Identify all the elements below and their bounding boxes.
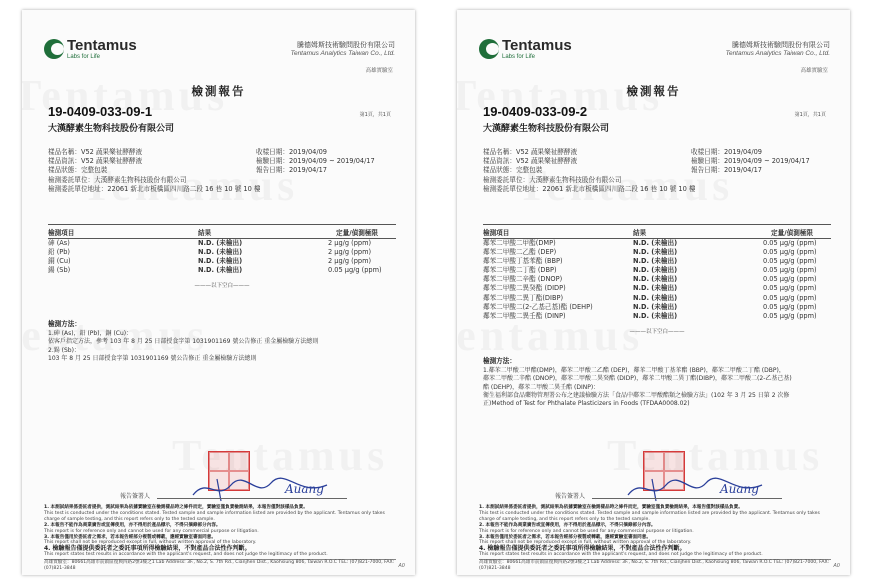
cell-limit: 0.05 μg/g (ppm) [763, 257, 817, 266]
footer-notes [479, 505, 831, 572]
info-right: 收樣日期：2019/04/09 [256, 148, 327, 156]
footer-line: This report states test results in accordance with the applicant's request, and does not judge the legitimacy of the product. [479, 552, 763, 558]
footer-notes [44, 505, 396, 572]
info-right: 報告日期：2019/04/17 [691, 166, 762, 175]
cell-item: 鄰苯二甲酸二異壬酯 (DINP) [483, 311, 566, 320]
cell-limit: 0.05 μg/g (ppm) [763, 293, 817, 302]
lab-name: 高雄實驗室 [800, 68, 828, 74]
cell-result: N.D. (未檢出) [633, 239, 678, 247]
info-left: 樣品狀態：完整包裝 [483, 166, 543, 175]
table-row [483, 257, 831, 266]
note-line: 103 年 8 月 25 日部授食字第 1031901169 號公告修正 重金屬檢驗方法總則 [48, 354, 257, 362]
signature-line [592, 498, 782, 499]
header-limit: 定量/偵測極限 [771, 229, 813, 237]
footer-line: This report is for reference only and cannot be used for any commercial purpose or litigation. [479, 528, 694, 534]
results-table [48, 224, 396, 289]
report-number: 19-0409-033-09-2 [483, 104, 588, 119]
lab-address: 高雄實驗室：80661高雄市前鎮區復興四路2號3樓之1 Lab Address: 3F., No.2, S. 7th Rd., Cianjhen Dist., Kaohsiung 806, Taiwan R.O.C TEL: (07)821-7000, FAX: (07)821-3848 [479, 560, 830, 572]
cell-limit: 0.05 μg/g (ppm) [763, 284, 817, 293]
header-item: 檢測項目 [483, 229, 510, 237]
info-left: 樣品名稱：V52 蔬果樂祉酵酵液 [483, 148, 578, 156]
footer-line: 1. 本測試結果係委託者提供，測試結果為依據實驗室在檢測樣品時之條件而定，實驗室僅負責檢測結果，本報告僅對該樣品負責。 [479, 505, 743, 510]
cell-result: N.D. (未檢出) [633, 248, 678, 257]
method-label: 檢測方法： [48, 320, 81, 328]
info-row [483, 157, 831, 166]
cell-item: 鄰苯二甲酸二甲酯(DMP) [483, 239, 556, 247]
cell-item: 鄰苯二甲酸二異癸酯 (DIDP) [483, 284, 566, 293]
header-limit: 定量/偵測極限 [336, 229, 378, 237]
cell-limit: 2 μg/g (ppm) [328, 239, 372, 247]
footer-line: This test is conducted under the conditions stated. Tested sample and sample information listed are provided by the applicant. Tentamus only takes charge of sample testing, and this report refers only to the tested sample. [479, 510, 820, 522]
cell-limit: 0.05 μg/g (ppm) [763, 302, 817, 311]
cell-limit: 2 μg/g (ppm) [328, 257, 372, 266]
page-number: 第1頁，共1頁 [359, 112, 391, 118]
method-notes [48, 330, 396, 363]
method-notes [483, 367, 831, 408]
table-row [483, 294, 831, 303]
lab-address: 高雄實驗室：80661高雄市前鎮區復興四路2號3樓之1 Lab Address: 3F., No.2, S. 7th Rd., Cianjhen Dist., Kaohsiung 806, Taiwan R.O.C TEL: (07)821-7000, FAX: (07)821-3848 [44, 560, 395, 572]
sample-info [483, 148, 831, 194]
footer-line: 2. 本報告不能作為商業廣告或宣傳使用，亦不得用於產品標示，不得只摘錄部分內容。 [479, 522, 656, 528]
cell-limit: 0.05 μg/g (ppm) [763, 311, 817, 320]
table-row [48, 239, 396, 248]
info-right: 檢驗日期：2019/04/09 ~ 2019/04/17 [256, 157, 375, 166]
company-name-en: Tentamus Analytics Taiwan Co., Ltd. [290, 49, 395, 57]
table-row [483, 303, 831, 312]
document-title: 檢測報告 [191, 84, 246, 98]
cell-result: N.D. (未檢出) [633, 293, 678, 302]
results-table [483, 224, 831, 335]
header-result: 結果 [633, 229, 647, 237]
cell-limit: 0.05 μg/g (ppm) [763, 239, 817, 247]
signature [622, 473, 772, 505]
table-row [483, 239, 831, 248]
info-left: 樣品資訊：V52 蔬果樂祉酵酵液 [483, 157, 578, 166]
footer-line: 4. 檢驗報告僅提供委託者之委託事項所得檢驗結果，不對產品合法性作判斷。 [479, 545, 686, 553]
cell-item: 砷 (As) [48, 239, 70, 247]
cell-item: 鄰苯二甲酸丁基苯酯 (BBP) [483, 257, 563, 266]
cell-result: N.D. (未檢出) [198, 266, 243, 275]
table-header [483, 224, 831, 239]
footer-line: This report is for reference only and cannot be used for any commercial purpose or litigation. [44, 528, 259, 534]
company-header [291, 41, 395, 58]
cell-limit: 0.05 μg/g (ppm) [763, 248, 817, 257]
table-row [48, 248, 396, 257]
cell-limit: 2 μg/g (ppm) [328, 248, 372, 257]
info-left: 檢測委託單位：大漢酵素生物科技股份有限公司 [48, 175, 187, 184]
document-title: 檢測報告 [626, 84, 681, 98]
cell-result: N.D. (未檢出) [633, 266, 678, 275]
signer-label: 報告簽署人 [555, 493, 586, 500]
sample-info [48, 148, 396, 194]
table-row [48, 266, 396, 275]
company-header [726, 41, 830, 58]
cell-limit: 0.05 μg/g (ppm) [763, 275, 817, 284]
note-line: 衛生福利部食品藥物管理署公布之建議檢驗方法「食品中鄰苯二甲酸酯類之檢驗方法」(102 年 3 月 25 日第 2 次修 [483, 391, 790, 399]
footer-line: This test is conducted under the conditions stated. Tested sample and sample information listed are provided by the applicant. Tentamus only takes charge of sample testing, and this report refers only to the tested sample. [44, 510, 385, 522]
cell-item: 銅 (Cu) [48, 257, 71, 266]
info-row [483, 185, 831, 194]
footer-line: 3. 本報告僅用於委託者之需求，若本報告經部分複製或轉載，應經實驗室書面同意。 [44, 534, 216, 540]
logo-icon [44, 39, 64, 59]
note-line: 1.砷 (As)，鉛 (Pb)，銅 (Cu)： [48, 330, 133, 337]
table-row [48, 257, 396, 266]
cell-item: 鄰苯二甲酸二異丁酯(DIBP) [483, 293, 564, 302]
page-number: 第1頁，共1頁 [794, 112, 826, 118]
note-line: 正)Method of Test for Phthalate Plasticizers in Foods (TFDAA0008.02) [483, 400, 690, 408]
cell-item: 錫 (Sb) [48, 266, 71, 275]
footer-line: 4. 檢驗報告僅提供委託者之委託事項所得檢驗結果，不對產品合法性作判斷。 [44, 545, 251, 553]
note-line: 2.錫 (Sb)： [48, 346, 80, 354]
company-logo [479, 38, 572, 60]
header-result: 結果 [198, 229, 212, 237]
report-page-1 [22, 10, 415, 575]
info-left: 檢測委託單位地址：22061 新北市板橋區四川路二段 16 巷 10 號 10 樓 [483, 184, 696, 193]
cell-item: 鄰苯二甲酸二丁酯 (DBP) [483, 266, 557, 275]
header-item: 檢測項目 [48, 229, 75, 237]
table-row [483, 312, 831, 321]
info-left: 檢測委託單位：大漢酵素生物科技股份有限公司 [483, 175, 622, 184]
info-right: 收樣日期：2019/04/09 [691, 148, 762, 156]
cell-result: N.D. (未檢出) [198, 257, 243, 266]
note-line: 鄰苯二甲酸二辛酯 (DNOP)，鄰苯二甲酸二異癸酯 (DIDP)，鄰苯二甲酸二異丁酯(DIBP)，鄰苯二甲酸二(2-乙基己基) [483, 375, 792, 383]
client-name: 大漢酵素生物科技股份有限公司 [483, 124, 610, 134]
info-right: 報告日期：2019/04/17 [256, 166, 327, 175]
cell-result: N.D. (未檢出) [633, 275, 678, 284]
method-label: 檢測方法： [483, 357, 516, 365]
cell-result: N.D. (未檢出) [198, 239, 243, 247]
info-row [483, 176, 831, 185]
footer-line: 3. 本報告僅用於委託者之需求，若本報告經部分複製或轉載，應經實驗室書面同意。 [479, 534, 651, 540]
logo-name: Tentamus [502, 37, 572, 54]
blank-marker: ———以下空白——— [194, 283, 250, 290]
info-row [483, 148, 831, 157]
footer-line: 1. 本測試結果係委託者提供，測試結果為依據實驗室在檢測樣品時之條件而定，實驗室僅負責檢測結果，本報告僅對該樣品負責。 [44, 505, 308, 510]
info-right: 檢驗日期：2019/04/09 ~ 2019/04/17 [691, 157, 810, 166]
logo-tagline: Labs for Life [67, 54, 101, 60]
note-line: 依客戶指定方法，參考 103 年 8 月 25 日部授食字第 1031901169 號公告修正 重金屬檢驗方法總則 [48, 338, 319, 346]
info-left: 樣品資訊：V52 蔬果樂祉酵酵液 [48, 157, 143, 166]
cell-result: N.D. (未檢出) [633, 302, 678, 311]
cell-result: N.D. (未檢出) [633, 311, 678, 320]
note-line: 酯 (DEHP)，鄰苯二甲酸二異壬酯 (DINP)： [483, 383, 600, 391]
table-row [483, 284, 831, 293]
page-mark: A0 [833, 563, 840, 569]
logo-icon [479, 39, 499, 59]
table-header [48, 224, 396, 239]
cell-result: N.D. (未檢出) [198, 248, 243, 257]
logo-tagline: Labs for Life [502, 54, 536, 60]
footer-line: This report shall not be reproduced except in full, without written approval of the laboratory. [44, 540, 257, 546]
info-row [48, 166, 396, 175]
cell-item: 鄰苯二甲酸二辛酯 (DNOP) [483, 275, 563, 284]
report-page-2 [457, 10, 850, 575]
signature-text: Auang [720, 482, 759, 496]
table-row [483, 266, 831, 275]
logo-name: Tentamus [67, 37, 137, 54]
cell-result: N.D. (未檢出) [633, 284, 678, 293]
signature-line [157, 498, 347, 499]
signature-text: Auang [285, 482, 324, 496]
cell-limit: 0.05 μg/g (ppm) [328, 266, 382, 275]
cell-result: N.D. (未檢出) [633, 257, 678, 266]
info-left: 檢測委託單位地址：22061 新北市板橋區四川路二段 16 巷 10 號 10 樓 [48, 184, 261, 193]
client-name: 大漢酵素生物科技股份有限公司 [48, 124, 175, 134]
company-logo [44, 38, 137, 60]
company-name-zh: 騰德姆斯技術驗問股份有限公司 [732, 41, 830, 49]
signature [187, 473, 337, 505]
info-row [483, 166, 831, 175]
info-row [48, 176, 396, 185]
report-number: 19-0409-033-09-1 [48, 104, 153, 119]
page-mark: A0 [398, 563, 405, 569]
lab-name: 高雄實驗室 [365, 68, 393, 74]
cell-item: 鄰苯二甲酸二乙酯 (DEP) [483, 248, 557, 257]
signer-label: 報告簽署人 [120, 493, 151, 500]
info-left: 樣品狀態：完整包裝 [48, 166, 108, 175]
blank-marker: ———以下空白——— [629, 328, 685, 335]
info-row [48, 157, 396, 166]
company-name-en: Tentamus Analytics Taiwan Co., Ltd. [725, 49, 830, 57]
info-row [48, 148, 396, 157]
info-left: 樣品名稱：V52 蔬果樂祉酵酵液 [48, 148, 143, 156]
company-name-zh: 騰德姆斯技術驗問股份有限公司 [297, 41, 395, 49]
table-row [483, 248, 831, 257]
footer-line: This report shall not be reproduced except in full, without written approval of the laboratory. [479, 540, 692, 546]
cell-limit: 0.05 μg/g (ppm) [763, 266, 817, 275]
note-line: 1.鄰苯二甲酸二甲酯(DMP)，鄰苯二甲酸二乙酯 (DEP)，鄰苯二甲酸丁基苯酯 (BBP)，鄰苯二甲酸二丁酯 (DBP)， [483, 367, 785, 374]
footer-line: This report states test results in accordance with the applicant's request, and does not judge the legitimacy of the product. [44, 552, 328, 558]
cell-item: 鄰苯二甲酸二(2-乙基己基)酯 (DEHP) [483, 302, 593, 311]
info-row [48, 185, 396, 194]
cell-item: 鉛 (Pb) [48, 248, 70, 257]
footer-line: 2. 本報告不能作為商業廣告或宣傳使用，亦不得用於產品標示，不得只摘錄部分內容。 [44, 522, 221, 528]
